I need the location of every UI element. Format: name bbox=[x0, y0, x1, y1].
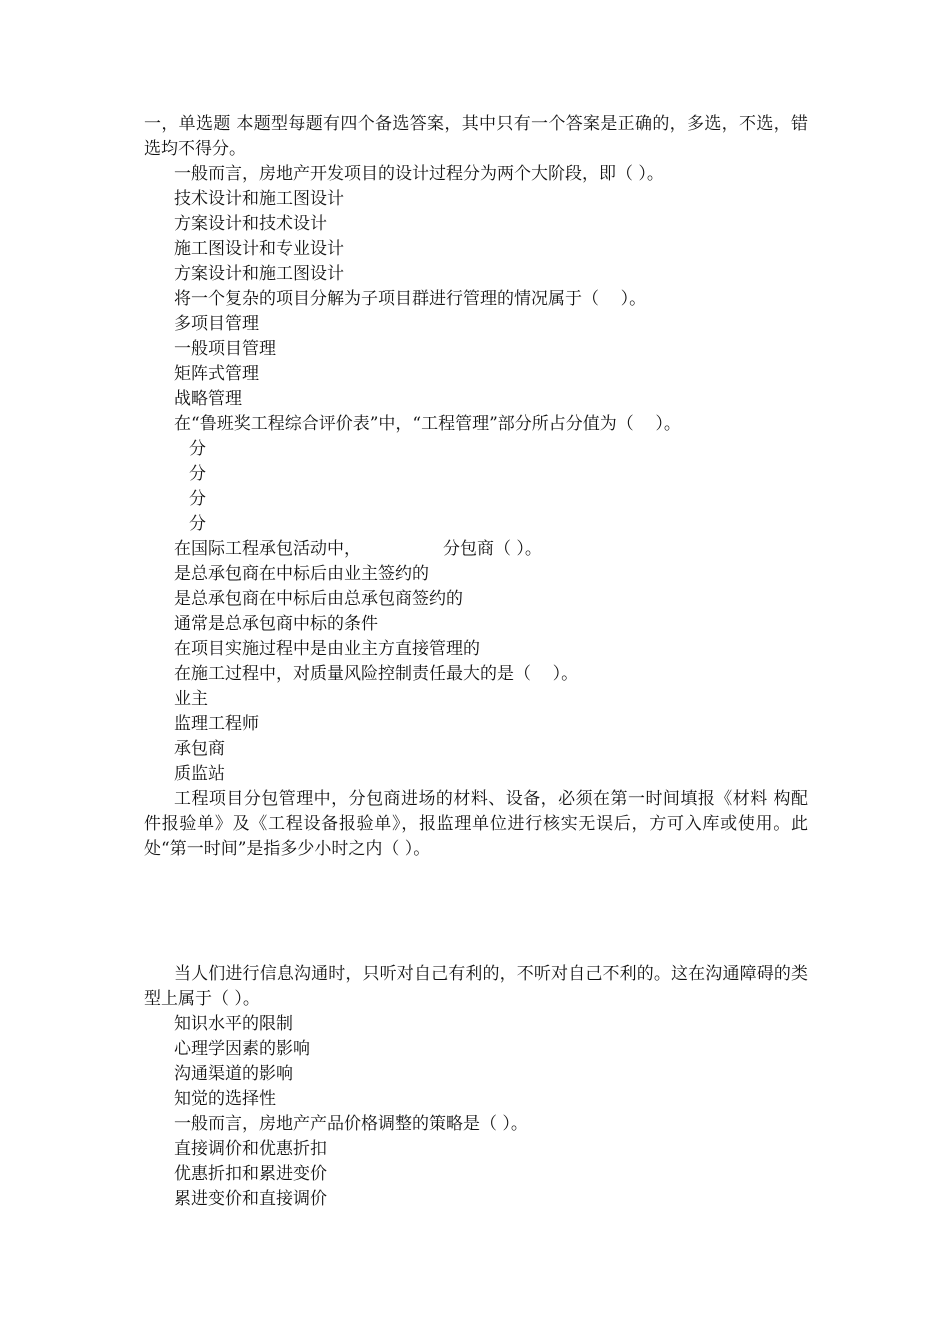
option-c: 施工图设计和专业设计 bbox=[174, 239, 344, 259]
option-c: 分 bbox=[189, 489, 206, 509]
option-b: 优惠折扣和累进变价 bbox=[174, 1164, 327, 1184]
option-b: 分 bbox=[189, 464, 206, 484]
option-c: 沟通渠道的影响 bbox=[174, 1064, 293, 1084]
blank-space bbox=[144, 862, 808, 962]
document-page bbox=[144, 112, 808, 1212]
question-stem-part-1: 在国际工程承包活动中， bbox=[174, 539, 361, 559]
option-a: 业主 bbox=[174, 689, 208, 709]
question-stem bbox=[144, 537, 808, 562]
option-a: 知识水平的限制 bbox=[174, 1014, 293, 1034]
option-c: 矩阵式管理 bbox=[174, 364, 259, 384]
question-stem: 当人们进行信息沟通时，只听对自己有利的，不听对自己不利的。这在沟通障碍的类型上属于（ ）。 bbox=[144, 964, 808, 1009]
option-c: 通常是总承包商中标的条件 bbox=[174, 614, 378, 634]
question-stem: 在施工过程中，对质量风险控制责任最大的是（ ）。 bbox=[174, 664, 579, 684]
option-a: 直接调价和优惠折扣 bbox=[174, 1139, 327, 1159]
option-a: 多项目管理 bbox=[174, 314, 259, 334]
option-a: 技术设计和施工图设计 bbox=[174, 189, 344, 209]
question-stem-part-2: 分包商（ ）。 bbox=[443, 539, 542, 559]
option-b: 监理工程师 bbox=[174, 714, 259, 734]
option-b: 方案设计和技术设计 bbox=[174, 214, 327, 234]
option-d: 质监站 bbox=[174, 764, 225, 784]
option-b: 一般项目管理 bbox=[174, 339, 276, 359]
option-b: 是总承包商在中标后由总承包商签约的 bbox=[174, 589, 463, 609]
question-stem: 一般而言，房地产开发项目的设计过程分为两个大阶段，即（ ）。 bbox=[174, 164, 664, 184]
option-b: 心理学因素的影响 bbox=[174, 1039, 310, 1059]
option-a: 分 bbox=[189, 439, 206, 459]
question-stem: 一般而言，房地产产品价格调整的策略是（ ）。 bbox=[174, 1114, 528, 1134]
question-stem: 在“鲁班奖工程综合评价表”中，“工程管理”部分所占分值为（ ）。 bbox=[174, 414, 681, 434]
option-d: 知觉的选择性 bbox=[174, 1089, 276, 1109]
option-d: 战略管理 bbox=[174, 389, 242, 409]
section-heading: 一，单选题 本题型每题有四个备选答案，其中只有一个答案是正确的，多选，不选，错选均不得分。 bbox=[144, 114, 808, 159]
option-a: 是总承包商在中标后由业主签约的 bbox=[174, 564, 429, 584]
option-c: 累进变价和直接调价 bbox=[174, 1189, 327, 1209]
option-d: 在项目实施过程中是由业主方直接管理的 bbox=[174, 639, 480, 659]
question-stem: 将一个复杂的项目分解为子项目群进行管理的情况属于（ ）。 bbox=[174, 289, 647, 309]
option-d: 分 bbox=[189, 514, 206, 534]
question-stem: 工程项目分包管理中，分包商进场的材料、设备，必须在第一时间填报《材料 构配件报验单》及《工程设备报验单》，报监理单位进行核实无误后，方可入库或使用。此处“第一时间”是指多少小时之内（ ）。 bbox=[144, 789, 808, 859]
option-d: 方案设计和施工图设计 bbox=[174, 264, 344, 284]
option-c: 承包商 bbox=[174, 739, 225, 759]
